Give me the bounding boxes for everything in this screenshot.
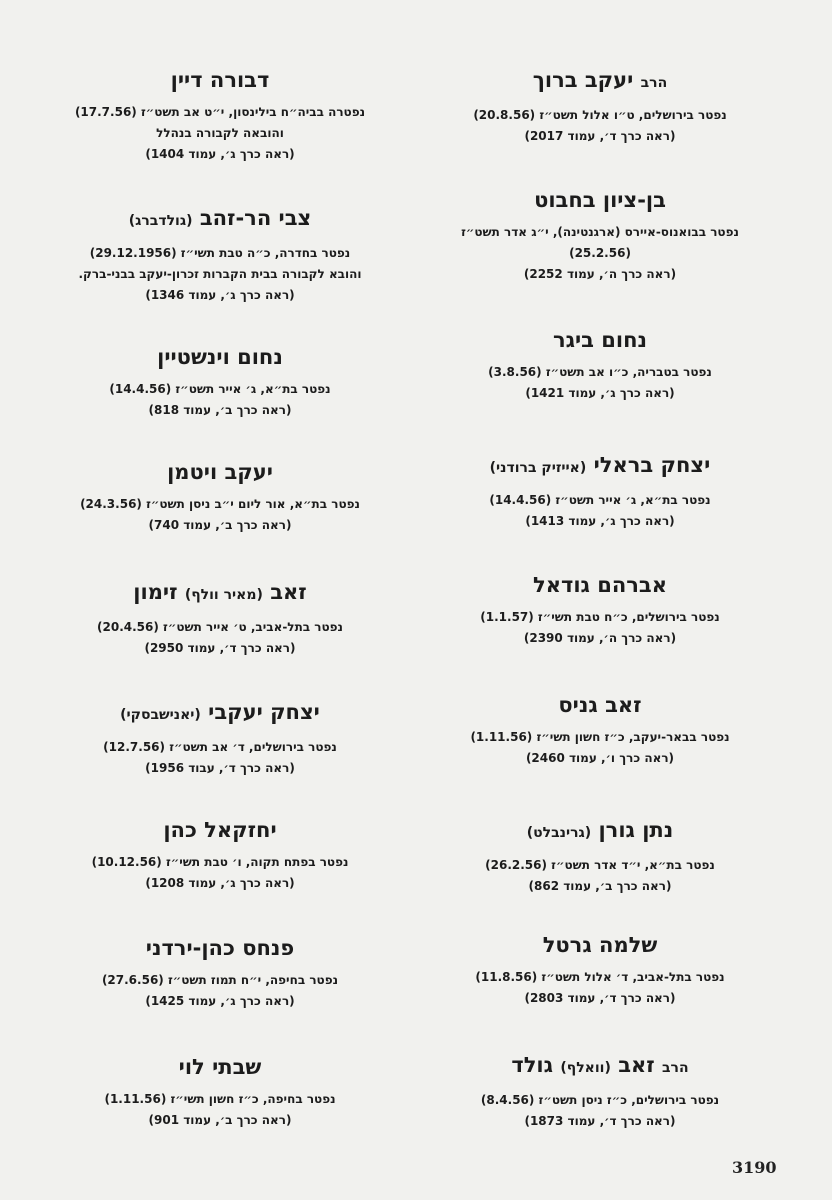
obituary-entry <box>420 186 780 285</box>
obituary-entry <box>420 1051 780 1132</box>
entry-detail-line: נפטר בירושלים, כ״ח טבת תשי״ז (1.1.57) <box>480 610 720 624</box>
entry-name <box>420 931 780 959</box>
entry-detail-line: (ראה כרך ג׳, עמוד 1421) <box>525 386 675 400</box>
entry-name-alias: (מאיר וולף) <box>184 587 263 603</box>
entry-name <box>40 698 400 729</box>
entry-name-name: בן-ציון בחבוט <box>534 188 666 212</box>
obituary-entry <box>420 451 780 532</box>
entry-detail-line: נפטר בת״א, י״ד אדר תשט״ז (26.2.56) <box>485 858 715 872</box>
obituary-entry <box>420 816 780 897</box>
entry-name <box>40 816 400 844</box>
entry-name-name: יחזקאל כהן <box>163 818 277 842</box>
obituary-entry <box>40 66 400 165</box>
obituary-entry <box>420 571 780 649</box>
obituary-entry <box>40 343 400 421</box>
obituary-entry <box>40 816 400 894</box>
entry-name <box>40 66 400 94</box>
entry-detail-line: (ראה כרך ד׳, עמוד 2950) <box>144 641 296 655</box>
entry-name-name: יצחק בראלי <box>593 453 711 477</box>
entry-name-name: שלמה גרטל <box>542 933 658 957</box>
entry-name <box>420 186 780 214</box>
entry-name-name: אברהם גודאל <box>532 573 668 597</box>
obituary-entry <box>40 578 400 659</box>
page-number: 3190 <box>732 1158 777 1177</box>
entry-detail-line: (ראה כרך ג׳, עמוד 1413) <box>525 514 675 528</box>
entry-detail-line: נפטרה בביה״ח בילינסון, י״ט אב תשט״ז (17.7.56) <box>74 105 366 119</box>
entry-name-name: דבורה דיין <box>170 68 270 92</box>
entry-name <box>40 1053 400 1081</box>
entry-detail-line: (ראה כרך ג׳, עמוד 1425) <box>145 994 295 1008</box>
entry-name-alias: (גולדברג) <box>128 213 193 229</box>
entry-detail-line: נפטר בירושלים, ד׳ אב תשט״ז (12.7.56) <box>103 740 337 754</box>
entry-name <box>420 66 780 97</box>
entry-name-name: יצחק יעקבי <box>208 700 320 724</box>
entry-name-surname: זימון <box>133 580 178 604</box>
entry-detail-line: נפטר בירושלים, ט״ו אלול תשט״ז (20.8.56) <box>473 108 727 122</box>
entry-detail-line: נפטר בבאר-יעקב, כ״ז חשון תשי״ז (1.11.56) <box>470 730 730 744</box>
entry-detail-line: (ראה כרך ד׳, עמוד 1873) <box>524 1114 676 1128</box>
entry-name-name: זאב <box>618 1053 655 1077</box>
entry-detail-line: (ראה כרך ד׳, עבוד 1956) <box>145 761 295 775</box>
entry-name-name: נחום וינשטיין <box>157 345 283 369</box>
entry-name-alias: (גרינבלט) <box>526 825 592 841</box>
entry-name-alias: (אייזיק ברודני) <box>489 460 587 476</box>
entry-detail-line: נפטר בירושלים, כ״ז ניסן תשט״ז (8.4.56) <box>480 1093 720 1107</box>
entry-name <box>420 691 780 719</box>
entry-name-name: פנחס כהן-ירדני <box>145 936 295 960</box>
entry-name <box>40 343 400 371</box>
obituary-entry <box>40 698 400 779</box>
entry-name-name: יעקב ויטמן <box>167 460 273 484</box>
entry-detail-line: (ראה כרך ה׳, עמוד 2252) <box>523 267 677 281</box>
obituary-entry <box>420 66 780 147</box>
entry-detail-line: נפטר בחדרה, כ״ה טבת תשי״ז (29.12.1956) <box>89 246 351 260</box>
entry-detail-line: (ראה כרך ב׳, עמוד 818) <box>148 403 292 417</box>
entry-name <box>420 571 780 599</box>
entry-name <box>420 816 780 847</box>
entry-detail-line: (ראה כרך ב׳, עמוד 901) <box>148 1113 292 1127</box>
entry-detail-line: נפטר בת״א, ג׳ אייר תשט״ז (14.4.56) <box>109 382 331 396</box>
entry-name-prefix: הרב <box>662 1060 689 1076</box>
right-column <box>420 0 780 1200</box>
entry-detail-line: (ראה כרך ד׳, עמוד 2803) <box>524 991 676 1005</box>
entry-name-name: נתן גורן <box>598 818 674 842</box>
entry-name-name: נחום ביגר <box>552 328 648 352</box>
entry-detail-line: נפטר בטבריה, כ״ו אב תשט״ז (3.8.56) <box>488 365 712 379</box>
entry-name <box>420 1051 780 1082</box>
entry-detail-line: והובא לקבורה בבית הקברות זכרון-יעקב בבני-ברק. <box>78 267 362 281</box>
entry-detail-line: (25.2.56) <box>569 246 631 260</box>
entry-name-name: שבתי לוי <box>178 1055 262 1079</box>
entry-name-name: זאב גניס <box>558 693 642 717</box>
entry-detail-line: (ראה כרך ג׳, עמוד 1208) <box>145 876 295 890</box>
entry-detail-line: נפטר בתל-אביב, ד׳ אלול תשט״ז (11.8.56) <box>475 970 725 984</box>
entry-name-prefix: הרב <box>640 75 668 91</box>
entry-detail-line: (ראה כרך ב׳, עמוד 862) <box>528 879 672 893</box>
entry-detail-line: והובאה לקבורה בנהלל <box>156 126 284 140</box>
entry-name-name: זאב <box>270 580 307 604</box>
entry-detail-line: נפטר בת״א, אור ליום י״ב ניסן תשט״ז (24.3.56) <box>80 497 360 511</box>
entry-detail-line: נפטר בת״א, ג׳ אייר תשט״ז (14.4.56) <box>489 493 711 507</box>
entry-name <box>40 934 400 962</box>
entry-name <box>420 451 780 482</box>
entry-detail-line: (ראה כרך ג׳, עמוד 1346) <box>145 288 295 302</box>
entry-name-alias: (יאנישבסקי) <box>120 707 201 723</box>
obituary-entry <box>40 1053 400 1131</box>
entry-name-surname: גולד <box>511 1053 554 1077</box>
entry-detail-line: נפטר בבואנוס-איירס (ארגנטינה), י״ג אדר תשט״ז <box>461 225 739 239</box>
obituary-entry <box>40 458 400 536</box>
entry-detail-line: (ראה כרך ג׳, עמוד 1404) <box>145 147 295 161</box>
entry-name-name: צבי הר-זהב <box>199 206 312 230</box>
entry-detail-line: נפטר בחיפה, י״ח תמוז תשט״ז (27.6.56) <box>101 973 339 987</box>
entry-name <box>40 204 400 235</box>
entry-detail-line: נפטר בחיפה, כ״ז חשון תשי״ז (1.11.56) <box>104 1092 336 1106</box>
entry-detail-line: נפטר בתל-אביב, ט׳ אייר תשט״ז (20.4.56) <box>97 620 343 634</box>
obituary-entry <box>420 326 780 404</box>
obituary-entry <box>40 934 400 1012</box>
obituary-entry <box>420 931 780 1009</box>
entry-name-name: יעקב ברוך <box>532 68 634 92</box>
entry-detail-line: נפטר בפתח תקוה, ו׳ טבת תשי״ז (10.12.56) <box>91 855 349 869</box>
obituary-entry <box>40 204 400 306</box>
entry-detail-line: (ראה כרך ה׳, עמוד 2390) <box>523 631 677 645</box>
entry-detail-line: (ראה כרך ו׳, עמוד 2460) <box>525 751 675 765</box>
entry-name <box>40 458 400 486</box>
entry-name-alias: (וואלף) <box>560 1060 611 1076</box>
entry-name <box>40 578 400 609</box>
entry-name <box>420 326 780 354</box>
left-column <box>40 0 400 1200</box>
entry-detail-line: (ראה כרך ב׳, עמוד 740) <box>148 518 292 532</box>
entry-detail-line: (ראה כרך ד׳, עמוד 2017) <box>524 129 676 143</box>
obituary-entry <box>420 691 780 769</box>
